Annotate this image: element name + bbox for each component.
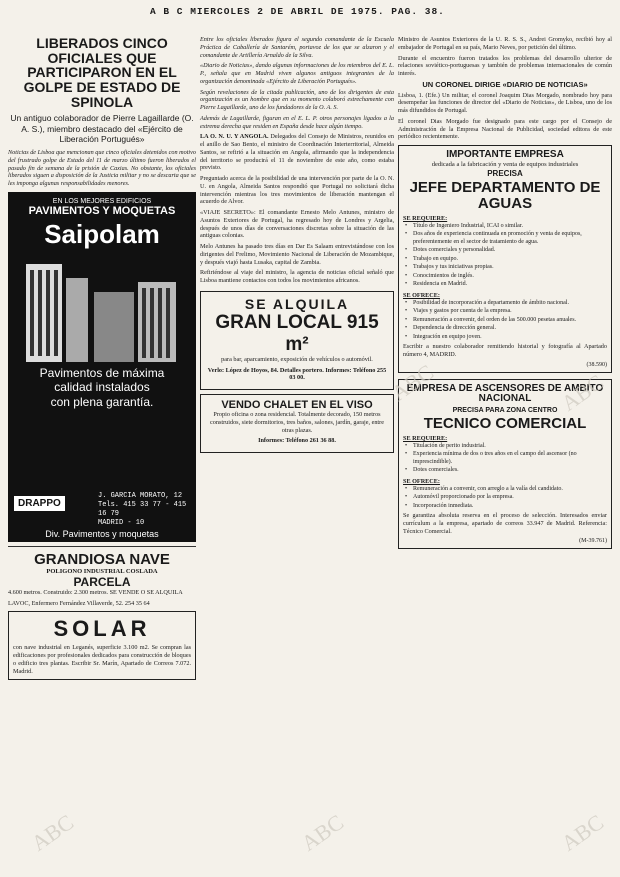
- job2-req-label: SE REQUIERE:: [403, 434, 448, 442]
- article-p6: Preguntado acerca de la posibilidad de una intervención por parte de la O. N. U. en Angola, Almeida Santos respondió que Portugal no solicitará dicha intervención mientras los tres movimientos de liberación mantengan el acuerdo de Alvor.: [200, 175, 394, 206]
- ad-jefe-aguas: [398, 145, 612, 372]
- solar-body: con nave industrial en Leganés, superficie 3.100 m2. Se compran las edificaciones por profesionales dedicados para construcción de bloques o edificio tres plantas. Escribir Sr. Marín, Apartado de Correos 7.072. Madrid.: [13, 644, 191, 675]
- job1-req: • Conocimientos de inglés.: [413, 273, 607, 281]
- ad-saipolam-tag1: Pavimentos de máxima: [39, 365, 165, 380]
- article-p5: Delegados del Consejo de Ministros, reunidos en el anillo de Sao Bento, el ministro de Coordinación Interterritorial, Almeida Santos, se refirió a la situación en Angola, afirmando que la independencia del territorio se producirá el 11 de noviembre de este año, como estaba previsto.: [200, 133, 395, 172]
- ad-saipolam-foot: Div. Pavimentos y moquetas: [45, 528, 159, 539]
- column-left: LIBERADOS CINCO OFICIALES QUE PARTICIPARON EN EL GOLPE DE ESTADO DE SPINOLA Un antiguo colaborador de Pierre Lagaillarde (O. A. S.), miembro destacado del «Ejército de Liberación Portugués» Noticias de Lisboa que mencionan que cinco oficiales detenidos con motivo del frustrado golpe de Estado del 11 de marzo último fueron liberados el pasado fin de semana de la prisión de Caxias. No obstante, los oficiales liberados siguen a disposición de la Justicia militar y no se descarta que se les imponga algunas responsabilidades menores. EN LOS MEJORES EDIFICIOS PAVIMENTOS Y MOQUETAS Saipolam Pavimentos de máxima calidad instalados con plena garantía. J. GARCIA MORATO, 12 Tels. 415 33 77 - 415 16 79 MADRID - 10 DRAPPO Div. Pavimentos y moquetas GRANDIOSA NAVE POLIGONO INDUSTRIAL COSLADA PARCELA 4.600 metros. Construido: 2.300 metros. SE VENDE O SE ALQUILA LAVOC, Enfermero Fernández Villaverde, 52. 254 35 64 SOLAR con nave industrial en Leganés, superficie 3.100 m2. Se compran las edificaciones por profesionales dedicados para construcción de bloques o edificio tres plantas. Escribir Sr. Marín, Apartado de Correos 7.072. Madrid.: [8, 36, 196, 680]
- job1-req: • Trabajos y tus iniciativas propias.: [413, 264, 607, 272]
- abc-watermark: ABC: [556, 369, 609, 416]
- subhead-lagaillarde: Un antiguo colaborador de Pierre Lagaillarde (O. A. S.), miembro destacado del «Ejército de Liberación Portugués»: [10, 113, 194, 144]
- job1-ref: (38.590): [586, 361, 607, 368]
- job1-req: • Trabajo en equipo.: [413, 256, 607, 264]
- job1-title: IMPORTANTE EMPRESA: [446, 149, 564, 161]
- drappo-logo: DRAPPO: [14, 496, 65, 511]
- ad-saipolam-addr3: MADRID - 10: [98, 519, 145, 528]
- building-illustration: [8, 252, 196, 362]
- ad-saipolam-addr1: J. GARCIA MORATO, 12: [98, 491, 183, 500]
- local-title: GRAN LOCAL 915 m²: [215, 311, 379, 355]
- local-contact: Verlo: López de Hoyos, 84. Detalles portero. Informes: Teléfono 255 03 00.: [207, 366, 387, 382]
- job1-sub: dedicada a la fabricación y venta de equipos industriales: [431, 160, 579, 168]
- column-middle: [200, 36, 394, 453]
- ad-saipolam: [8, 192, 196, 542]
- job2-offer: • Incorporación inmediata.: [413, 503, 607, 511]
- article-c3-p4: El coronel Dias Morgado fue designado para este cargo por el Consejo de Administración de la Empresa Nacional de Publicidad, sociedad editora de este periódico recientemente.: [398, 117, 612, 141]
- abc-watermark: ABC: [26, 809, 79, 856]
- article-body-liberados: Noticias de Lisboa que mencionan que cinco oficiales detenidos con motivo del frustrado golpe de Estado del 11 de marzo último fueron liberados el pasado fin de semana de la prisión de Caxias. No obstante, los oficiales liberados siguen a disposición de la Justicia militar y no se descarta que se les imponga algunas responsabilidades menores.: [8, 149, 196, 187]
- job1-req: • Residencia en Madrid.: [413, 281, 607, 289]
- abc-watermark: ABC: [556, 809, 609, 856]
- job1-offer: • Integración en equipo joven.: [413, 334, 607, 342]
- job2-title: EMPRESA DE ASCENSORES DE AMBITO NACIONAL: [406, 382, 604, 405]
- job1-offer: • Dependencia de dirección general.: [413, 325, 607, 333]
- job2-req: • Titulación de perito industrial.: [413, 443, 607, 451]
- local-top: SE ALQUILA: [244, 295, 350, 312]
- column-right: [398, 36, 612, 549]
- nave-body: 4.600 metros. Construido: 2.300 metros. SE VENDE O SE ALQUILA: [8, 588, 183, 596]
- job2-off-label: SE OFRECE:: [403, 477, 440, 485]
- abc-watermark: ABC: [296, 809, 349, 856]
- ad-saipolam-tag3: con plena garantía.: [50, 394, 154, 409]
- solar-title: SOLAR: [53, 616, 151, 642]
- job1-offer: • Remuneración a convenir, del orden de las 500.000 pesetas anuales.: [413, 317, 607, 325]
- nave-title: GRANDIOSA NAVE: [34, 550, 170, 568]
- job2-sub: PRECISA PARA ZONA CENTRO: [452, 406, 558, 414]
- ad-saipolam-tag2: calidad instalados: [54, 380, 150, 395]
- job1-req: • Dotes comerciales y personalidad.: [413, 247, 607, 255]
- chalet-title: VENDO CHALET EN EL VISO: [221, 399, 373, 411]
- article-p3: Según revelaciones de la citada publicación, uno de los dirigentes de esta organización es un hombre que en su momento colaboró estrechamente con Pierre Lagaillarde, uno de los fundadores de la O. A. S.: [200, 88, 394, 111]
- job2-offer: • Automóvil proporcionado por la empresa.: [413, 494, 607, 502]
- chalet-contact: Informes: Teléfono 261 36 88.: [258, 437, 336, 445]
- ad-chalet: [200, 394, 394, 453]
- job2-req: • Experiencia mínima de dos o tres años en el campo del ascensor (no imprescindible).: [413, 451, 607, 466]
- job1-req: • Título de Ingeniero Industrial, ICAI o similar.: [413, 223, 607, 231]
- article-c3-p2: Durante el encuentro fueron tratados los problemas del desarrollo ulterior de relaciones soviético-portuguesas y también de problemas internacionales de común interés.: [398, 54, 612, 77]
- job1-role: JEFE DEPARTAMENTO DE AGUAS: [409, 179, 601, 212]
- onu-head: LA O. N. U. Y ANGOLA.: [200, 133, 269, 141]
- article-p2: «Diario de Noticias», dando algunas informaciones de los miembros del E. L. P., señala que en Madrid viven algunos antiguos integrantes de la organización denominada «Ejército de Liberación Portugués».: [200, 62, 394, 85]
- article-p4: Además de Lagaillarde, figuran en el E. L. P. otros personajes ligados a la extrema derecha que residen en España desde hace algún tiempo.: [200, 114, 394, 130]
- ad-solar: [8, 611, 196, 680]
- job1-offer: • Viajes y gastos por cuenta de la empresa.: [413, 308, 607, 316]
- job1-req-label: SE REQUIERE:: [403, 214, 448, 222]
- article-p7: «VIAJE SECRETO»: El comandante Ernesto Melo Antunes, ministro de Asuntos Exteriores de Portugal, ha regresado hoy de Londres y Argelia, después de unos días de conversaciones discretas sobre la situación de las antiguas colonias.: [200, 209, 394, 240]
- article-p1: Entre los oficiales liberados figura el segundo comandante de la Escuela Práctica de Caballería de Santarém, portavoz de los que se alzaron y el comandante de Artillería Arnaldo de la Silva.: [200, 36, 394, 59]
- chalet-body: Propio oficina o zona residencial. Totalmente decorado, 150 metros construidos, siete dormitorios, tres baños, salones, jardín, garaje, entre otras plazas.: [210, 411, 384, 434]
- job1-off-label: SE OFRECE:: [403, 291, 440, 299]
- job2-offer: • Remuneración a convenir, con arreglo a la valía del candidato.: [413, 486, 607, 494]
- article-c3-p1: Ministro de Asuntos Exteriores de la U. R. S. S., Andrei Gromyko, recibió hoy al embajador de Portugal en su país, Mario Neves, por petición del último.: [398, 36, 612, 51]
- job2-ref: (M-39.761): [579, 538, 607, 545]
- job2-req: • Dotes comerciales.: [413, 467, 607, 475]
- ad-saipolam-brand: Saipolam: [44, 218, 160, 249]
- nave-contact: LAVOC, Enfermero Fernández Villaverde, 52. 254 35 64: [8, 599, 150, 607]
- job2-apply: Se garantiza absoluta reserva en el proceso de selección. Interesados enviar currículum a la empresa, apartado de correos 33.947 de Madrid. Referencia: Técnico Comercial.: [403, 512, 607, 535]
- coronel-head: UN CORONEL DIRIGE «DIARIO DE NOTICIAS»: [422, 79, 588, 89]
- job1-offer: • Posibilidad de incorporación a departamento de ámbito nacional.: [413, 300, 607, 308]
- ad-saipolam-line1: PAVIMENTOS Y MOQUETAS: [28, 204, 176, 217]
- page-header: A B C MIERCOLES 2 DE ABRIL DE 1975. PAG. 38.: [150, 6, 445, 17]
- abc-watermark: ABC: [386, 359, 439, 406]
- local-body: para bar, aparcamiento, exposición de vehículos o automóvil.: [221, 355, 373, 363]
- article-p8: Melo Antunes ha pasado tres días en Dar Es Salaam entrevistándose con los dirigentes del Frelimo, Movimiento Nacional de Liberación de Mozambique, y después viajó hasta Lusaka, capital de Zambia.: [200, 243, 394, 266]
- job1-apply: Escribir a nuestro colaborador remitiendo historial y fotografía al Apartado número 4, MADRID.: [403, 343, 607, 358]
- nave-sub: POLIGONO INDUSTRIAL COSLADA: [46, 567, 158, 575]
- job1-need: PRECISA: [487, 168, 523, 178]
- article-p9: Refiriéndose al viaje del ministro, la agencia de noticias oficial señaló que Lisboa mantiene contactos con todos los movimientos africanos.: [200, 269, 394, 284]
- article-c3-p3: Lisboa, 1. (Efe.) Un militar, el coronel Joaquim Dias Morgado, nombrado hoy para desempeñar las funciones de director del «Diario de Noticias», de Lisboa, uno de los más difundidos de Portugal.: [398, 91, 612, 115]
- ad-saipolam-addr2: Tels. 415 33 77 - 415 16 79: [98, 500, 187, 518]
- job1-req: • Dos años de experiencia continuada en promoción y venta de equipos, preferentemente en el sector de tratamiento de agua.: [413, 231, 607, 246]
- headline-liberados: LIBERADOS CINCO OFICIALES QUE PARTICIPARON EN EL GOLPE DE ESTADO DE SPINOLA: [23, 35, 181, 110]
- job2-role: TECNICO COMERCIAL: [423, 414, 587, 432]
- ad-saipolam-top: EN LOS MEJORES EDIFICIOS: [52, 197, 152, 205]
- ad-local: [200, 291, 394, 390]
